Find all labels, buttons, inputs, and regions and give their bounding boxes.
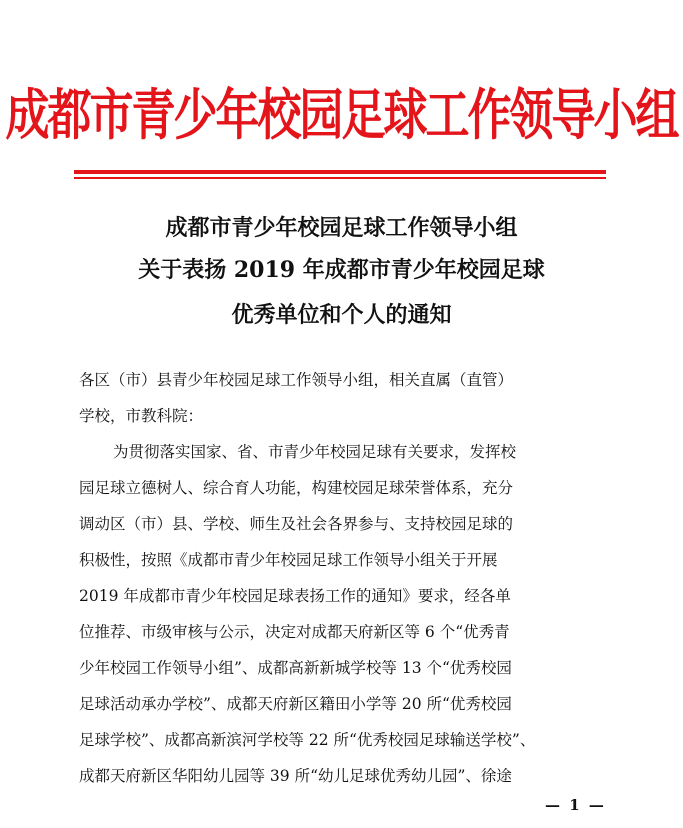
salutation-line-2: 学校，市教科院： bbox=[79, 407, 204, 425]
page-number: — 1 — bbox=[545, 796, 606, 814]
body-line-8: 足球活动承办学校”、成都天府新区籍田小学等 20 所“优秀校园 bbox=[79, 695, 512, 713]
salutation-line-1: 各区（市）县青少年校园足球工作领导小组，相关直属（直管） bbox=[79, 371, 514, 389]
body-line-1: 为贯彻落实国家、省、市青少年校园足球有关要求，发挥校 bbox=[113, 443, 517, 461]
body-line-4: 积极性，按照《成都市青少年校园足球工作领导小组关于开展 bbox=[79, 551, 498, 569]
body-line-10: 成都天府新区华阳幼儿园等 39 所“幼儿足球优秀幼儿园”、徐途 bbox=[79, 767, 512, 785]
masthead-rule-thin bbox=[74, 177, 606, 179]
body-line-2: 园足球立德树人、综合育人功能，构建校园足球荣誉体系，充分 bbox=[79, 479, 514, 497]
body-line-7: 少年校园工作领导小组”、成都高新新城学校等 13 个“优秀校园 bbox=[79, 659, 512, 677]
masthead-title: 成都市青少年校园足球工作领导小组 bbox=[5, 83, 678, 148]
body-line-3: 调动区（市）县、学校、师生及社会各界参与、支持校园足球的 bbox=[79, 515, 514, 533]
notice-title-line-1: 成都市青少年校园足球工作领导小组 bbox=[165, 215, 518, 241]
body-line-6: 位推荐、市级审核与公示，决定对成都天府新区等 6 个“优秀青 bbox=[79, 623, 510, 641]
notice-title-line-3: 优秀单位和个人的通知 bbox=[231, 302, 452, 328]
notice-title-line-2: 关于表扬 2019 年成都市青少年校园足球 bbox=[138, 257, 545, 283]
masthead-rule-thick bbox=[74, 170, 606, 174]
body-line-9: 足球学校”、成都高新滨河学校等 22 所“优秀校园足球输送学校”、 bbox=[79, 731, 536, 749]
body-line-5: 2019 年成都市青少年校园足球表扬工作的通知》要求，经各单 bbox=[79, 587, 511, 605]
